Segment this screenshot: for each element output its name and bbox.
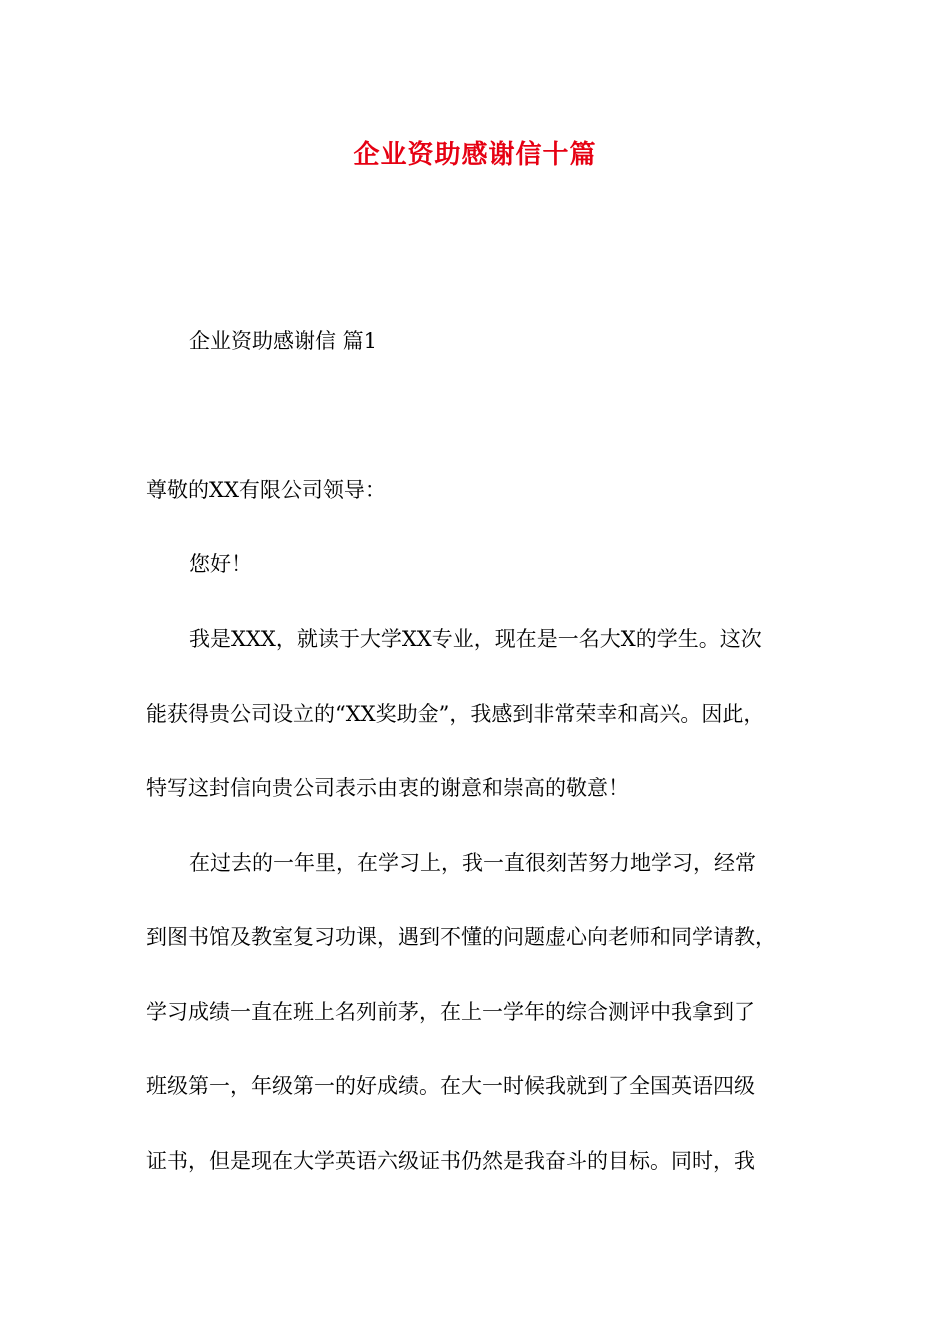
document-title: 企业资助感谢信十篇 (353, 140, 597, 170)
body-line: 我是XXX，就读于大学XX专业，现在是一名大X的学生。这次 (189, 627, 762, 651)
body-line: 学习成绩一直在班上名列前茅，在上一学年的综合测评中我拿到了 (146, 1000, 755, 1024)
greeting: 您好！ (189, 552, 252, 576)
body-line: 在过去的一年里，在学习上，我一直很刻苦努力地学习，经常 (189, 851, 756, 875)
body-line: 特写这封信向贵公司表示由衷的谢意和崇高的敬意！ (146, 776, 629, 800)
body-line: 班级第一，年级第一的好成绩。在大一时候我就到了全国英语四级 (146, 1074, 755, 1098)
body-line: 证书，但是现在大学英语六级证书仍然是我奋斗的目标。同时，我 (146, 1149, 755, 1173)
body-line: 到图书馆及教室复习功课，遇到不懂的问题虚心向老师和同学请教， (146, 925, 776, 949)
section-heading: 企业资助感谢信 篇1 (189, 329, 378, 353)
body-line: 能获得贵公司设立的“XX奖助金”，我感到非常荣幸和高兴。因此， (146, 702, 765, 726)
salutation: 尊敬的XX有限公司领导： (146, 478, 386, 502)
